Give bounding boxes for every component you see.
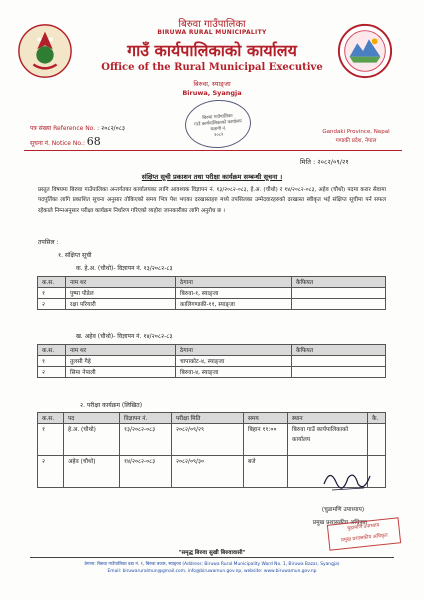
footer-address: ठेगाना: बिरुवा गाउँपालिका वडा नं. १, बिरुवा बजार, स्याङ्जा (Address: Biruwa Rural Municipality Ward No. 1, Biruwa Bazar, Syangja)	[84, 562, 340, 567]
reference-block	[30, 122, 125, 150]
reference-label: पत्र संख्या Reference No. :	[30, 125, 100, 132]
table-cell	[292, 288, 386, 299]
table-row	[38, 356, 386, 367]
municipality-name-nepali: बिरुवा गाउँपालिका	[178, 19, 246, 30]
reference-value: २०८२/०८३	[101, 125, 125, 132]
table-cell: बजे	[244, 456, 288, 488]
letter-date: मिति : २०८२/०९/२१	[300, 158, 349, 166]
stamp-line-3: चलानी नं.	[210, 126, 227, 133]
notice-label: सूचना नं. Notice No.:	[30, 140, 85, 147]
signature-mark	[320, 462, 374, 498]
shortlist-heading: १. संक्षिप्त सूची	[58, 252, 92, 259]
table-row	[38, 367, 386, 378]
table-cell: बिरुवा-४, स्याङ्जा	[176, 367, 292, 378]
column-header: ठेगाना	[176, 277, 292, 288]
notice-value: 68	[86, 135, 101, 148]
table-cell: पुष्पा पौडेल	[66, 288, 176, 299]
table-header-row	[38, 413, 386, 424]
column-header: क.स.	[38, 345, 66, 356]
table-cell	[368, 424, 386, 456]
table-cell: हे.अ. (चौथो)	[64, 424, 120, 456]
column-header: कैफियत	[292, 345, 386, 356]
column-header: क.स.	[38, 413, 64, 424]
footer-divider	[30, 557, 394, 558]
table-header-row	[38, 277, 386, 288]
table-cell: २	[38, 299, 66, 310]
table-cell	[292, 356, 386, 367]
column-header: नाम थर	[66, 277, 176, 288]
table-cell: १	[38, 356, 66, 367]
column-header: विज्ञापन नं.	[120, 413, 172, 424]
column-header: स्थान	[288, 413, 368, 424]
dispatch-stamp	[183, 98, 252, 150]
office-name-english: Office of the Rural Municipal Executive	[101, 62, 323, 73]
table-cell: १	[38, 424, 64, 456]
column-header: ठेगाना	[176, 345, 292, 356]
table-cell: तुलसी गैहे	[66, 356, 176, 367]
province-block	[306, 128, 406, 146]
table-cell: १३/२०८२-०८३	[120, 424, 172, 456]
column-header: नाम थर	[66, 345, 176, 356]
province-english: Gandaki Province, Nepal	[322, 129, 390, 135]
table-cell: १४/२०८२-०८३	[120, 456, 172, 488]
footer-slogan: "समृद्ध बिरुवा सुखी बिरुवावासी"	[178, 550, 246, 556]
municipality-name-english: BIRUWA RURAL MUNICIPALITY	[157, 29, 267, 36]
table-cell: २०८२/०९/२९	[172, 424, 244, 456]
table-row	[38, 288, 386, 299]
table-cell: रक्षा परियारी	[66, 299, 176, 310]
office-name-nepali: गाउँ कार्यपालिकाको कार्यालय	[127, 41, 297, 60]
header-divider	[24, 150, 402, 151]
exam-schedule-heading: २. परीक्षा कार्यक्रम (लिखित)	[80, 402, 143, 409]
location-english: Biruwa, Syangja	[182, 89, 242, 97]
table-header-row	[38, 345, 386, 356]
column-header: कै.	[368, 413, 386, 424]
signatory-title: प्रमुख प्रशासकीय अधिकृत	[312, 520, 368, 526]
signatory-name: (चुडामणि उपाध्याय)	[321, 507, 365, 513]
letter-subject: संक्षिप्त सूची प्रकाशन तथा परीक्षा कार्यक्रम सम्बन्धी सूचना ।	[141, 173, 283, 181]
column-header: समय	[244, 413, 288, 424]
table-cell: बिरुवा गाउँ कार्यपालिकाको कार्यालय	[288, 424, 368, 456]
table-cell: कालिगण्डकी-११, स्याङ्जा	[176, 299, 292, 310]
stamp-line-4: २०८२	[213, 132, 224, 139]
officer-stamp-line-1: चुडामणि उपाध्याय	[346, 522, 380, 532]
details-heading: तपसिल :	[38, 239, 59, 246]
footer-contact: Email: biruwaruralmun@gmail.com, info@biruwamun.gov.np, website: www.biruwamun.gov.np	[107, 569, 317, 574]
column-header: कैफियत	[292, 277, 386, 288]
shortlist-kha-table	[37, 344, 386, 378]
shortlist-ka-table	[37, 276, 386, 310]
shortlist-kha-heading: ख. अहेव (चौथो)- विज्ञापन नं. १४/२०८२-८३	[76, 333, 173, 340]
table-cell: अहेव (चौथो)	[64, 456, 120, 488]
table-cell: बिहान ११:००	[244, 424, 288, 456]
table-cell: २०८२/०९/३०	[172, 456, 244, 488]
table-cell	[292, 367, 386, 378]
column-header: क.स.	[38, 277, 66, 288]
table-cell: सिमा नेपाली	[66, 367, 176, 378]
table-cell: २	[38, 456, 64, 488]
location-nepali: बिरुवा, स्याङ्जा	[193, 80, 231, 88]
letter-body: प्रस्तुत विषयमा बिरुवा गाउँपालिका अन्तर्गतका कार्यालयका लागि आवश्यक विज्ञापन नं. १३/२०८२-०८३, हे.अ. (चौथो) र १४/२०८२-०८३, अहेव (चौथो) पदमा करार सेवामा पदपूर्तिका लागि प्रकाशित सूचना अनुसार तोकिएको समय भित्र पेश भएका दरखास्तहरु मध्ये तपसिलका उम्मेदवारहरुको दरखास्त स्वीकृत भई संक्षिप्त सूचीमा पर्न सफल रहेकाले निम्नअनुसार परीक्षा कार्यक्रम निर्धारण गरिएको व्यहोरा जानकारीका लागि अनुरोध छ ।	[38, 187, 386, 214]
province-nepali: गण्डकी प्रदेश, नेपाल	[335, 138, 377, 144]
column-header: परीक्षा मिति	[172, 413, 244, 424]
table-row	[38, 299, 386, 310]
table-row	[38, 424, 386, 456]
table-cell: चापाकोट-४, स्याङ्जा	[176, 356, 292, 367]
table-cell: बिरुवा-१, स्याङ्जा	[176, 288, 292, 299]
table-cell	[292, 299, 386, 310]
shortlist-ka-heading: क. हे.अ. (चौथो)- विज्ञापन नं. १३/२०८२-८३	[76, 265, 173, 272]
stamp-line-1: बिरुवा गाउँपालिका	[202, 113, 233, 122]
table-cell: १	[38, 288, 66, 299]
officer-stamp-line-2: प्रमुख प्रशासकीय अधिकृत	[340, 532, 389, 544]
stamp-line-2: गाउँ कार्यपालिकाको कार्यालय	[194, 119, 242, 128]
table-cell: २	[38, 367, 66, 378]
column-header: पद	[64, 413, 120, 424]
